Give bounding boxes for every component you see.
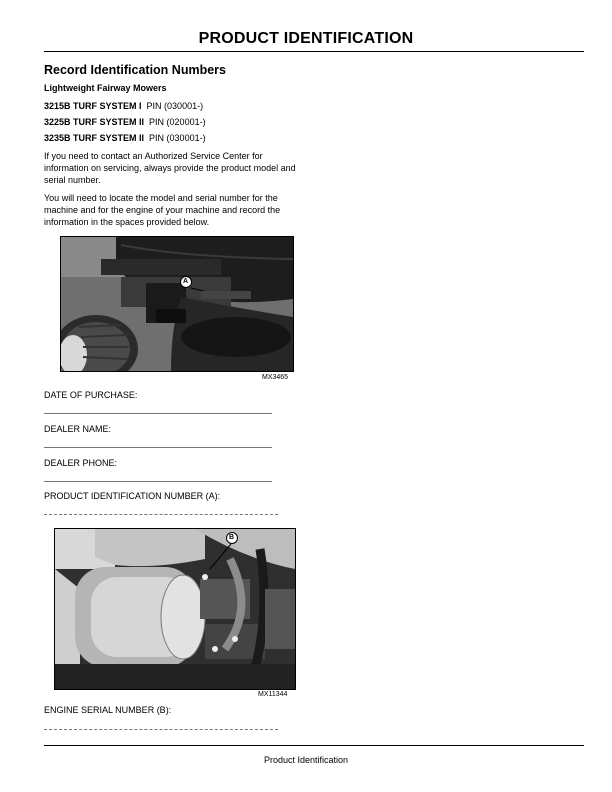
callout-b-label: B [229, 534, 235, 541]
model-line-2 [44, 117, 206, 127]
dealer-name-field [44, 447, 272, 448]
machine-photo [60, 236, 294, 372]
model-pin: PIN (020001-) [149, 117, 206, 127]
engine-photo [54, 528, 296, 690]
model-line-1 [44, 101, 203, 111]
footer-rule [44, 745, 584, 746]
section-subtitle: Lightweight Fairway Mowers [44, 83, 167, 93]
model-name: 3225B TURF SYSTEM II [44, 117, 145, 127]
figure2-code: MX11344 [258, 691, 288, 698]
engine-photo-drawing [55, 529, 295, 689]
engine-serial-number-label: ENGINE SERIAL NUMBER (B): [44, 705, 172, 715]
record-paragraph: You will need to locate the model and serial number for the machine and for the engine of your machine and record the information in the spaces provided below. [44, 193, 281, 227]
product-identification-number-label: PRODUCT IDENTIFICATION NUMBER (A): [44, 491, 221, 501]
model-name: 3235B TURF SYSTEM II [44, 133, 145, 143]
figure1-code: MX3465 [262, 374, 289, 381]
machine-photo-drawing [61, 237, 293, 371]
header-rule [44, 51, 584, 52]
service-paragraph: If you need to contact an Authorized Service Center for information on servicing, always provide the product model and serial number. [44, 151, 296, 185]
dealer-phone-field [44, 481, 272, 482]
dealer-name-label: DEALER NAME: [44, 424, 112, 434]
model-line-3 [44, 133, 206, 143]
engine-serial-number-field [44, 729, 278, 730]
model-pin: PIN (030001-) [149, 133, 206, 143]
callout-a-label: A [183, 278, 189, 285]
page-footer: Product Identification [263, 755, 349, 765]
model-name: 3215B TURF SYSTEM I [44, 101, 142, 111]
model-pin: PIN (030001-) [146, 101, 204, 111]
product-identification-number-field [44, 514, 278, 515]
date-of-purchase-label: DATE OF PURCHASE: [44, 390, 138, 400]
date-of-purchase-field [44, 413, 272, 414]
section-title: Record Identification Numbers [44, 63, 226, 77]
dealer-phone-label: DEALER PHONE: [44, 458, 118, 468]
page-title: PRODUCT IDENTIFICATION [198, 30, 414, 47]
